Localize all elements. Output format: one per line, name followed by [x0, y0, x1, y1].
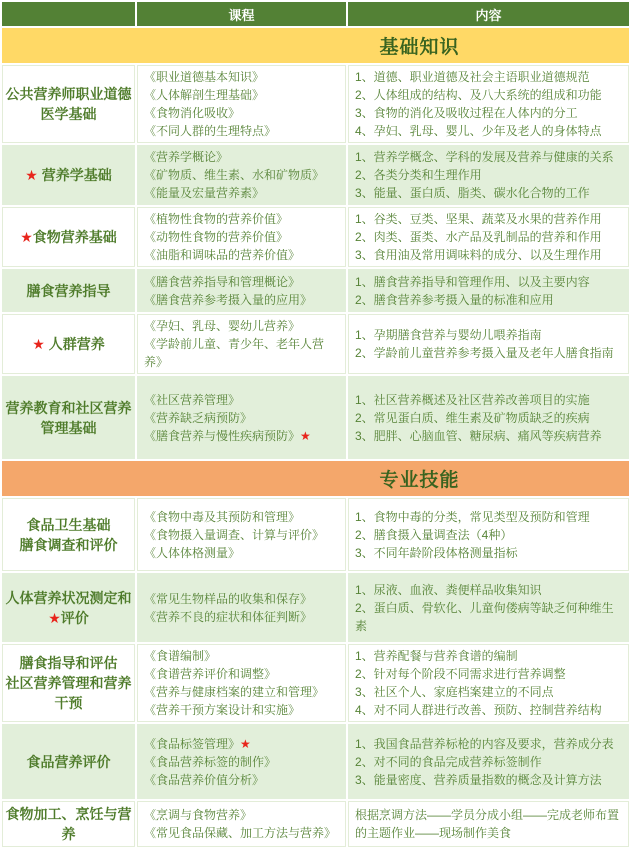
- star-icon: ★: [25, 167, 38, 183]
- courses-cell: 《孕妇、乳母、婴幼儿营养》 《学龄前儿童、青少年、老年人营养》: [137, 314, 346, 374]
- content-cell: 1、尿液、血液、粪便样品收集知识 2、蛋白质、骨软化、儿童佝偻病等缺乏何种维生素: [348, 573, 629, 642]
- table-row: [2, 314, 629, 374]
- table-row: [2, 376, 629, 459]
- table-row: [2, 269, 629, 312]
- category-cell: ★ 营养学基础: [2, 145, 135, 205]
- category-cell: 膳食指导和评估 社区营养管理和营养 干预: [2, 644, 135, 722]
- table-row: [2, 65, 629, 143]
- content-cell: 1、孕期膳食营养与婴幼儿喂养指南 2、学龄前儿童营养参考摄入量及老年人膳食指南: [348, 314, 629, 374]
- section-banner: 基础知识: [2, 28, 629, 63]
- content-cell: 1、社区营养概述及社区营养改善项目的实施 2、常见蛋白质、维生素及矿物质缺乏的疾病 3、肥胖、心脑血管、糖尿病、痛风等疾病营养: [348, 376, 629, 459]
- content-cell: 根据烹调方法——学员分成小组——完成老师布置的主题作业——现场制作美食: [348, 801, 629, 847]
- content-cell: 1、我国食品营养标枪的内容及要求，营养成分表 2、对不同的食品完成营养标签制作 3、能量密度、营养质量指数的概念及计算方法: [348, 724, 629, 799]
- star-icon: ★: [20, 229, 33, 245]
- courses-cell: 《食物中毒及其预防和管理》 《食物摄入量调查、计算与评价》 《人体体格测量》: [137, 498, 346, 571]
- section-banner-row: [2, 461, 629, 496]
- courses-cell: 《食谱编制》 《食谱营养评价和调整》 《营养与健康档案的建立和管理》 《营养干预方案设计和实施》: [137, 644, 346, 722]
- category-cell: 公共营养师职业道德 医学基础: [2, 65, 135, 143]
- courses-cell: 《常见生物样品的收集和保存》 《营养不良的症状和体征判断》: [137, 573, 346, 642]
- courses-cell: 《膳食营养指导和管理概论》 《膳食营养参考摄入量的应用》: [137, 269, 346, 312]
- content-cell: 1、道德、职业道德及社会主语职业道德规范 2、人体组成的结构、及八大系统的组成和功能 3、食物的消化及吸收过程在人体内的分工 4、孕妇、乳母、婴儿、少年及老人的身体特点: [348, 65, 629, 143]
- table-row: [2, 724, 629, 799]
- courses-cell: 《植物性食物的营养价值》 《动物性食物的营养价值》 《油脂和调味品的营养价值》: [137, 207, 346, 267]
- category-cell: ★ 人群营养: [2, 314, 135, 374]
- courses-cell: 《营养学概论》 《矿物质、维生素、水和矿物质》 《能量及宏量营养素》: [137, 145, 346, 205]
- category-cell: 食物加工、烹饪与营 养: [2, 801, 135, 847]
- header-cell-blank: [2, 2, 135, 26]
- category-cell: ★食物营养基础: [2, 207, 135, 267]
- courses-cell: 《职业道德基本知识》 《人体解剖生理基础》 《食物消化吸收》 《不同人群的生理特点》: [137, 65, 346, 143]
- header-cell-course: 课程: [137, 2, 346, 26]
- category-cell: 人体营养状况测定和 ★评价: [2, 573, 135, 642]
- category-cell: 膳食营养指导: [2, 269, 135, 312]
- courses-cell: 《社区营养管理》 《营养缺乏病预防》 《膳食营养与慢性疾病预防》★: [137, 376, 346, 459]
- table-row: [2, 801, 629, 847]
- table-body: [2, 28, 629, 847]
- category-cell: 营养教育和社区营养 管理基础: [2, 376, 135, 459]
- table-row: [2, 145, 629, 205]
- table-row: [2, 498, 629, 571]
- star-icon: ★: [32, 336, 45, 352]
- table-row: [2, 644, 629, 722]
- category-cell: 食品卫生基础 膳食调查和评价: [2, 498, 135, 571]
- courses-cell: 《食品标签管理》★ 《食品营养标签的制作》 《食品营养价值分析》: [137, 724, 346, 799]
- category-cell: 食品营养评价: [2, 724, 135, 799]
- table-row: [2, 207, 629, 267]
- content-cell: 1、谷类、豆类、坚果、蔬菜及水果的营养作用 2、肉类、蛋类、水产品及乳制品的营养和作用 3、食用油及常用调味料的成分、以及生理作用: [348, 207, 629, 267]
- content-cell: 1、营养学概念、学科的发展及营养与健康的关系 2、各类分类和生理作用 3、能量、蛋白质、脂类、碳水化合物的工作: [348, 145, 629, 205]
- header-cell-content: 内容: [348, 2, 629, 26]
- section-banner: 专业技能: [2, 461, 629, 496]
- courses-cell: 《烹调与食物营养》 《常见食品保藏、加工方法与营养》: [137, 801, 346, 847]
- content-cell: 1、膳食营养指导和管理作用、以及主要内容 2、膳食营养参考摄入量的标准和应用: [348, 269, 629, 312]
- star-icon: ★: [48, 609, 61, 626]
- star-icon: ★: [240, 736, 251, 751]
- content-cell: 1、营养配餐与营养食谱的编制 2、针对每个阶段不同需求进行营养调整 3、社区个人、家庭档案建立的不同点 4、对不同人群进行改善、预防、控制营养结构: [348, 644, 629, 722]
- section-banner-row: [2, 28, 629, 63]
- content-cell: 1、食物中毒的分类，常见类型及预防和管理 2、膳食摄入量调查法（4种） 3、不同年龄阶段体格测量指标: [348, 498, 629, 571]
- star-icon: ★: [300, 428, 311, 443]
- table-row: [2, 573, 629, 642]
- table-header-row: [2, 2, 629, 26]
